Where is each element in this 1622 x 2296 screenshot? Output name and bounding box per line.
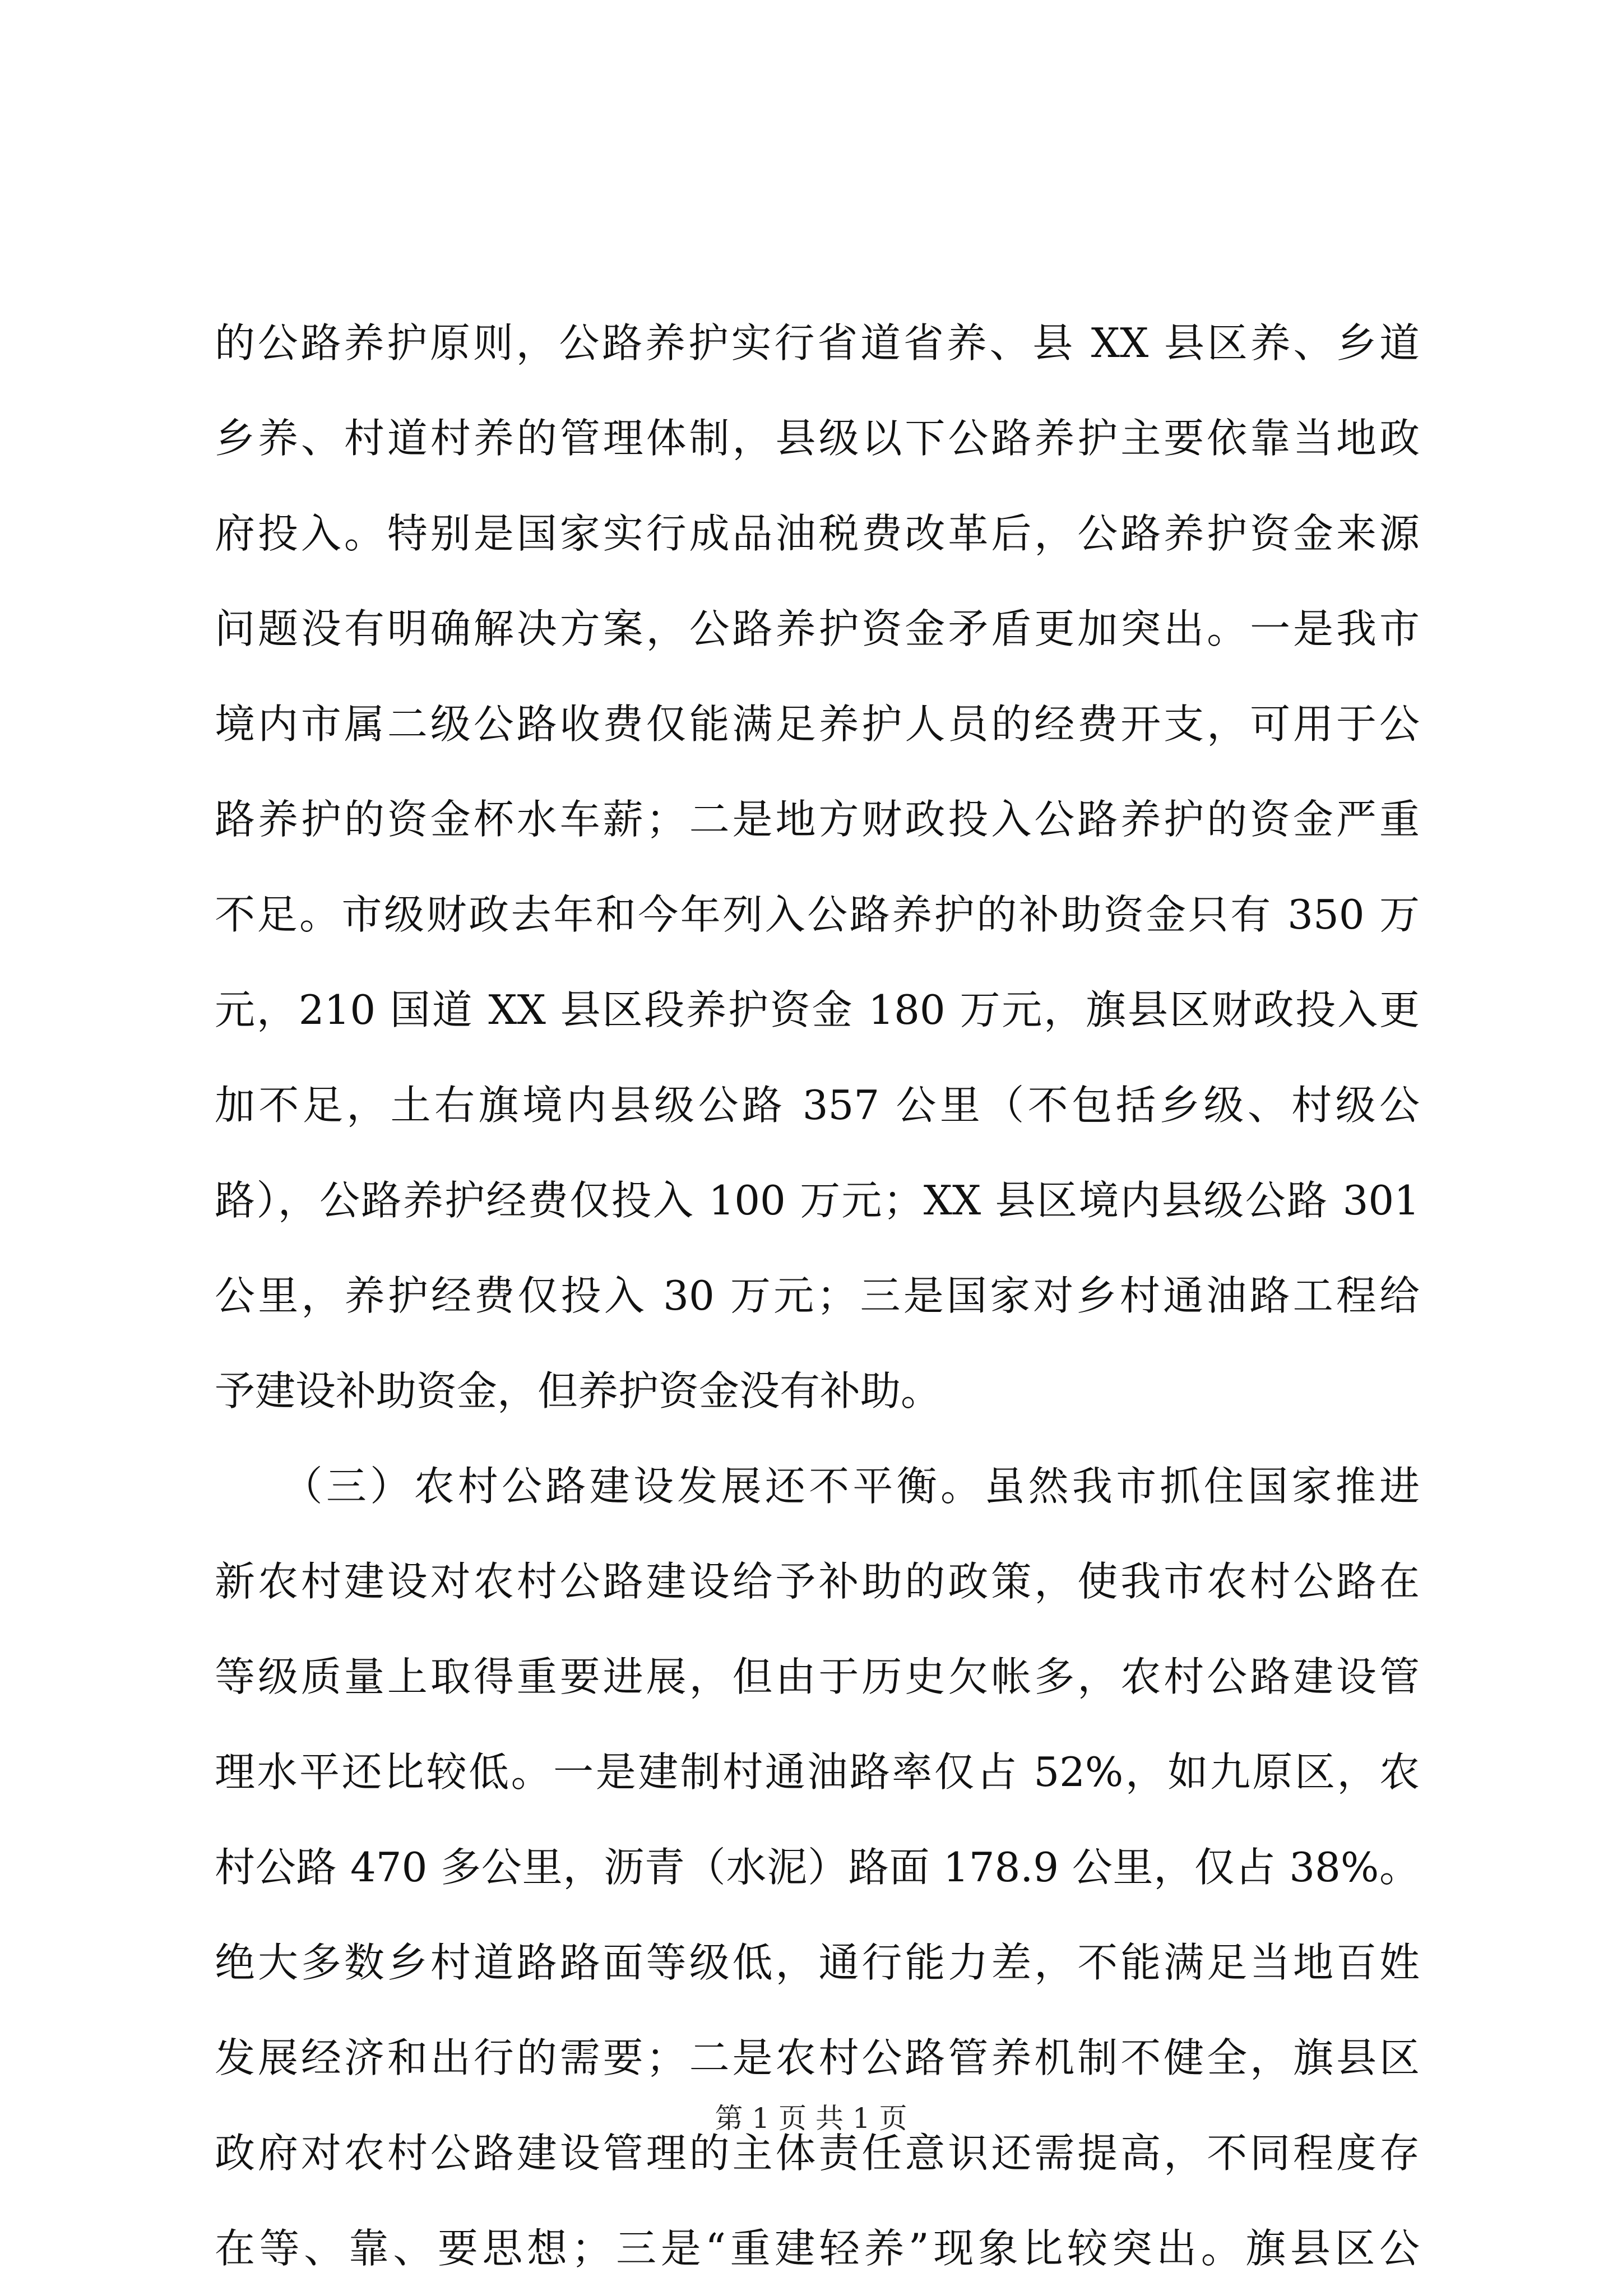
text-line: 路养护的资金杯水车薪；二是地方财政投入公路养护的资金严重 [215,796,1420,843]
text-line: 在等、靠、要思想；三是“重建轻养”现象比较突出。旗县区公 [215,2225,1420,2272]
text-line: 理水平还比较低。一是建制村通油路率仅占 52%，如九原区，农 [215,1748,1420,1796]
text-line: 等级质量上取得重要进展，但由于历史欠帐多，农村公路建设管 [215,1653,1420,1700]
text-line: 绝大多数乡村道路路面等级低，通行能力差，不能满足当地百姓 [215,1939,1420,1986]
text-line: 村公路 470 多公里，沥青（水泥）路面 178.9 公里，仅占 38%。 [215,1844,1420,1891]
text-line: 加不足，土右旗境内县级公路 357 公里（不包括乡级、村级公 [215,1082,1420,1129]
text-line: 府投入。特别是国家实行成品油税费改革后，公路养护资金来源 [215,510,1420,557]
text-line: 予建设补助资金，但养护资金没有补助。 [215,1367,942,1414]
text-line: 发展经济和出行的需要；二是农村公路管养机制不健全，旗县区 [215,2034,1420,2081]
text-line: 新农村建设对农村公路建设给予补助的政策，使我市农村公路在 [215,1558,1420,1605]
page-footer: 第 1 页 共 1 页 [715,2102,907,2135]
text-line: 不足。市级财政去年和今年列入公路养护的补助资金只有 350 万 [215,891,1420,938]
text-line: 公里，养护经费仅投入 30 万元；三是国家对乡村通油路工程给 [215,1272,1420,1319]
body-text [215,295,1420,2296]
text-line: 乡养、村道村养的管理体制，县级以下公路养护主要依靠当地政 [215,415,1420,462]
text-line: （三）农村公路建设发展还不平衡。虽然我市抓住国家推进 [215,1463,1420,1510]
text-line: 路），公路养护经费仅投入 100 万元；XX 县区境内县级公路 301 [215,1177,1420,1224]
text-line: 境内市属二级公路收费仅能满足养护人员的经费开支，可用于公 [215,701,1420,748]
text-line: 问题没有明确解决方案，公路养护资金矛盾更加突出。一是我市 [215,605,1420,652]
text-line: 元，210 国道 XX 县区段养护资金 180 万元，旗县区财政投入更 [215,986,1420,1033]
text-line: 政府对农村公路建设管理的主体责任意识还需提高，不同程度存 [215,2130,1420,2177]
text-line: 的公路养护原则，公路养护实行省道省养、县 XX 县区养、乡道 [215,319,1420,367]
